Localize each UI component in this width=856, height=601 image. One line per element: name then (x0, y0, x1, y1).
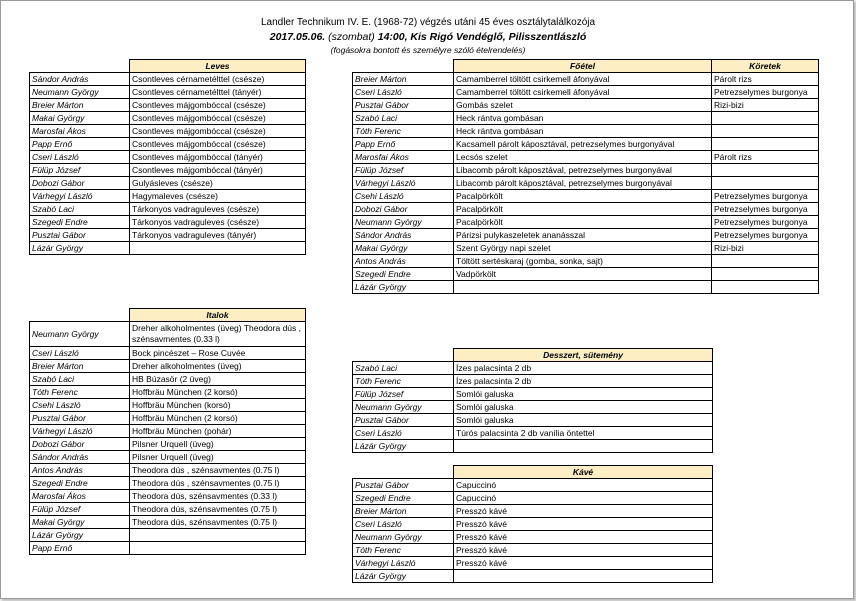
order-cell[interactable]: Vadpörkölt (454, 268, 712, 281)
side-dish-cell[interactable]: Párolt rizs (712, 73, 819, 86)
guest-name-cell[interactable]: Szegedi Endre (30, 216, 130, 229)
table-row (353, 544, 713, 557)
table-row (353, 401, 713, 414)
order-cell[interactable]: Hoffbräu München (2 korsó) (130, 386, 306, 399)
order-cell[interactable]: Csontleves cérnametélttel (csésze) (130, 73, 306, 86)
order-cell[interactable]: Libacomb párolt káposztával, petrezselymes burgonyával (454, 164, 712, 177)
order-cell[interactable]: Ízes palacsinta 2 db (454, 375, 713, 388)
order-cell[interactable]: Csontleves májgombóccal (tányér) (130, 151, 306, 164)
guest-name-cell[interactable]: Pusztai Gábor (353, 479, 454, 492)
table-row (353, 151, 819, 164)
guest-name-cell[interactable]: Sándor András (30, 73, 130, 86)
table-row (353, 505, 713, 518)
guest-name-cell[interactable]: Neumann György (30, 322, 130, 347)
table-row (30, 347, 306, 360)
guest-name-cell[interactable]: Tóth Ferenc (353, 544, 454, 557)
dessert-table-title: Desszert, sütemény (454, 349, 713, 362)
guest-name-cell[interactable]: Szegedi Endre (353, 268, 454, 281)
guest-name-cell[interactable]: Lázár György (30, 529, 130, 542)
table-row (353, 242, 819, 255)
guest-name-cell[interactable]: Pusztai Gábor (30, 229, 130, 242)
guest-name-cell[interactable]: Breier Márton (30, 360, 130, 373)
event-time-place: 14:00, Kis Rigó Vendéglő, Pilisszentlászló (377, 31, 587, 43)
order-cell[interactable]: Hoffbräu München (korsó) (130, 399, 306, 412)
soup-table-title: Leves (130, 60, 306, 73)
table-row (353, 362, 713, 375)
order-cell[interactable]: Theodora dús , szénsavmentes (0.75 l) (130, 464, 306, 477)
order-cell[interactable]: Szent György napi szelet (454, 242, 712, 255)
guest-name-cell[interactable]: Makai György (30, 112, 130, 125)
table-row (353, 164, 819, 177)
table-row (30, 412, 306, 425)
order-cell[interactable]: Kacsamell párolt káposztával, petrezselymes burgonyával (454, 138, 712, 151)
coffee-table (352, 465, 713, 583)
guest-name-cell[interactable]: Marosfai Ákos (353, 151, 454, 164)
table-row (353, 557, 713, 570)
table-row (30, 516, 306, 529)
table-row (30, 203, 306, 216)
order-cell[interactable]: Dreher alkoholmentes (üveg) Theodora dús , szénsavmentes (0.33 l) (130, 322, 306, 347)
table-row (30, 477, 306, 490)
table-row (30, 190, 306, 203)
guest-name-cell[interactable]: Cseri László (353, 86, 454, 99)
guest-name-cell[interactable]: Papp Ernő (353, 138, 454, 151)
table-row (353, 99, 819, 112)
table-row (353, 375, 713, 388)
table-row (353, 86, 819, 99)
guest-name-cell[interactable]: Szabó Laci (30, 373, 130, 386)
table-row (30, 151, 306, 164)
guest-name-cell[interactable]: Papp Ernő (30, 138, 130, 151)
side-dish-cell[interactable]: Petrezselymes burgonya (712, 216, 819, 229)
order-cell[interactable] (130, 542, 306, 555)
guest-name-cell[interactable]: Csehi László (353, 190, 454, 203)
side-dish-cell[interactable] (712, 268, 819, 281)
table-row (30, 490, 306, 503)
order-cell[interactable]: HB Búzasör (2 üveg) (130, 373, 306, 386)
guest-name-cell[interactable]: Breier Márton (30, 99, 130, 112)
table-row (353, 281, 819, 294)
table-row (353, 440, 713, 453)
table-row (353, 190, 819, 203)
guest-name-cell[interactable]: Neumann György (353, 216, 454, 229)
order-cell[interactable]: Somlói galuska (454, 388, 713, 401)
order-cell[interactable]: Heck rántva gombásan (454, 112, 712, 125)
order-cell[interactable] (454, 570, 713, 583)
guest-name-cell[interactable]: Dobozi Gábor (353, 203, 454, 216)
guest-name-cell[interactable]: Szabó Laci (353, 362, 454, 375)
table-row (353, 216, 819, 229)
side-dish-cell[interactable] (712, 164, 819, 177)
guest-name-cell[interactable]: Szegedi Endre (30, 477, 130, 490)
table-row (30, 373, 306, 386)
side-dish-cell[interactable] (712, 125, 819, 138)
guest-name-cell[interactable]: Szegedi Endre (353, 492, 454, 505)
order-cell[interactable]: Csontleves májgombóccal (csésze) (130, 112, 306, 125)
guest-name-cell[interactable]: Fülüp József (353, 388, 454, 401)
table-row (353, 518, 713, 531)
guest-name-cell[interactable]: Várhegyi László (353, 557, 454, 570)
guest-name-cell[interactable]: Cseri László (30, 151, 130, 164)
guest-name-cell[interactable]: Fülüp József (30, 164, 130, 177)
table-row (30, 99, 306, 112)
table-row (30, 86, 306, 99)
table-row (353, 177, 819, 190)
order-cell[interactable]: Theodora dús, szénsavmentes (0.75 l) (130, 516, 306, 529)
order-cell[interactable]: Pilsner Urquell (üveg) (130, 438, 306, 451)
guest-name-cell[interactable]: Marosfai Ákos (30, 490, 130, 503)
guest-name-cell[interactable]: Lázár György (353, 281, 454, 294)
dessert-table (352, 348, 713, 453)
guest-name-cell[interactable]: Antos András (353, 255, 454, 268)
guest-name-cell[interactable]: Breier Márton (353, 73, 454, 86)
order-cell[interactable]: Pilsner Urquell (üveg) (130, 451, 306, 464)
side-dish-column-title: Köretek (712, 60, 819, 73)
guest-name-cell[interactable]: Antos András (30, 464, 130, 477)
side-dish-cell[interactable]: Petrezselymes burgonya (712, 203, 819, 216)
guest-name-cell[interactable]: Lázár György (353, 570, 454, 583)
table-row (30, 73, 306, 86)
order-cell[interactable] (130, 529, 306, 542)
table-row (30, 451, 306, 464)
order-cell[interactable]: Gulyásleves (csésze) (130, 177, 306, 190)
event-day: (szombat) (328, 31, 375, 43)
table-row (30, 112, 306, 125)
table-row (30, 216, 306, 229)
order-cell[interactable]: Ízes palacsinta 2 db (454, 362, 713, 375)
guest-name-cell[interactable]: Sándor András (353, 229, 454, 242)
table-row (353, 492, 713, 505)
table-row (353, 73, 819, 86)
guest-name-cell[interactable]: Makai György (30, 516, 130, 529)
drinks-table-title: Italok (130, 309, 306, 322)
table-row (30, 242, 306, 255)
side-dish-cell[interactable]: Rizi-bizi (712, 242, 819, 255)
table-row (30, 399, 306, 412)
order-cell[interactable]: Lecsós szelet (454, 151, 712, 164)
main-course-table-title: Főétel (454, 60, 712, 73)
table-row (30, 138, 306, 151)
order-cell[interactable]: Csontleves májgombóccal (csésze) (130, 99, 306, 112)
side-dish-cell[interactable] (712, 112, 819, 125)
table-row (353, 570, 713, 583)
guest-name-cell[interactable]: Lázár György (30, 242, 130, 255)
table-row (353, 138, 819, 151)
side-dish-cell[interactable]: Petrezselymes burgonya (712, 86, 819, 99)
guest-name-cell[interactable]: Dobozi Gábor (30, 177, 130, 190)
order-cell[interactable]: Gombás szelet (454, 99, 712, 112)
table-row (30, 529, 306, 542)
side-dish-cell[interactable] (712, 138, 819, 151)
table-row (353, 125, 819, 138)
guest-name-cell[interactable]: Neumann György (30, 86, 130, 99)
event-date: 2017.05.06. (269, 31, 326, 43)
side-dish-cell[interactable]: Párolt rizs (712, 151, 819, 164)
guest-name-cell[interactable]: Neumann György (353, 531, 454, 544)
guest-name-cell[interactable]: Lázár György (353, 440, 454, 453)
guest-name-cell[interactable]: Szabó Laci (353, 112, 454, 125)
guest-name-cell[interactable]: Cseri László (30, 347, 130, 360)
title-line-1: Landler Technikum IV. E. (1968-72) végzés utáni 45 éves osztálytalálkozója (260, 17, 596, 28)
side-dish-cell[interactable] (712, 281, 819, 294)
table-row (353, 112, 819, 125)
table-row (30, 322, 306, 347)
guest-name-cell[interactable]: Tóth Ferenc (353, 125, 454, 138)
order-cell[interactable]: Tárkonyos vadraguleves (csésze) (130, 203, 306, 216)
table-row (30, 386, 306, 399)
side-dish-cell[interactable]: Petrezselymes burgonya (712, 190, 819, 203)
order-cell[interactable]: Presszó kávé (454, 505, 713, 518)
table-row (30, 177, 306, 190)
order-cell[interactable]: Csontleves májgombóccal (csésze) (130, 125, 306, 138)
guest-name-cell[interactable]: Dobozi Gábor (30, 438, 130, 451)
guest-name-cell[interactable]: Fülüp József (30, 503, 130, 516)
table-row (353, 255, 819, 268)
table-row (353, 388, 713, 401)
order-cell[interactable]: Töltött sertéskaraj (gomba, sonka, sajt) (454, 255, 712, 268)
order-cell[interactable]: Presszó kávé (454, 531, 713, 544)
order-cell[interactable] (454, 440, 713, 453)
order-cell[interactable]: Párizsi pulykaszeletek ananásszal (454, 229, 712, 242)
table-row (30, 464, 306, 477)
order-cell[interactable] (454, 281, 712, 294)
table-row (30, 229, 306, 242)
main-course-table (352, 59, 819, 294)
table-row (30, 503, 306, 516)
table-row (30, 125, 306, 138)
table-row (353, 414, 713, 427)
order-cell[interactable]: Capuccinó (454, 492, 713, 505)
side-dish-cell[interactable] (712, 177, 819, 190)
table-row (353, 203, 819, 216)
order-cell[interactable]: Capuccinó (454, 479, 713, 492)
guest-name-cell[interactable]: Neumann György (353, 401, 454, 414)
order-cell[interactable]: Csontleves májgombóccal (tányér) (130, 164, 306, 177)
order-cell[interactable]: Hoffbräu München (pohár) (130, 425, 306, 438)
table-row (353, 229, 819, 242)
order-cell[interactable]: Camamberrel töltött csirkemell áfonyával (454, 73, 712, 86)
guest-name-cell[interactable]: Tóth Ferenc (30, 386, 130, 399)
soup-table (29, 59, 306, 255)
guest-name-cell[interactable]: Szabó Laci (30, 203, 130, 216)
table-row (30, 360, 306, 373)
order-cell[interactable]: Tárkonyos vadraguleves (csésze) (130, 216, 306, 229)
order-cell[interactable]: Presszó kávé (454, 544, 713, 557)
guest-name-cell[interactable]: Makai György (353, 242, 454, 255)
table-row (353, 427, 713, 440)
side-dish-cell[interactable] (712, 255, 819, 268)
table-row (353, 268, 819, 281)
coffee-table-title: Kávé (454, 466, 713, 479)
table-row (30, 438, 306, 451)
guest-name-cell[interactable]: Fülüp József (353, 164, 454, 177)
guest-name-cell[interactable]: Marosfai Ákos (30, 125, 130, 138)
order-cell[interactable]: Somlói galuska (454, 414, 713, 427)
table-row (30, 425, 306, 438)
guest-name-cell[interactable]: Pusztai Gábor (353, 99, 454, 112)
guest-name-cell[interactable]: Breier Márton (353, 505, 454, 518)
order-cell[interactable]: Pacalpörkölt (454, 203, 712, 216)
order-cell[interactable]: Presszó kávé (454, 557, 713, 570)
guest-name-cell[interactable]: Csehi László (30, 399, 130, 412)
guest-name-cell[interactable]: Várhegyi László (353, 177, 454, 190)
title-line-2 (0, 31, 856, 43)
order-cell[interactable]: Heck rántva gombásan (454, 125, 712, 138)
order-cell[interactable]: Pacalpörkölt (454, 216, 712, 229)
order-cell[interactable]: Theodora dús , szénsavmentes (0.75 l) (130, 477, 306, 490)
order-cell[interactable]: Csontleves cérnametélttel (tányér) (130, 86, 306, 99)
order-cell[interactable]: Hoffbräu München (2 korsó) (130, 412, 306, 425)
order-cell[interactable]: Tárkonyos vadraguleves (tányér) (130, 229, 306, 242)
guest-name-cell[interactable]: Várhegyi László (30, 425, 130, 438)
guest-name-cell[interactable]: Papp Ernő (30, 542, 130, 555)
title-line-3: (fogásokra bontott és személyre szóló ételrendelés) (330, 45, 526, 55)
order-cell[interactable]: Dreher alkoholmentes (üveg) (130, 360, 306, 373)
order-cell[interactable] (130, 242, 306, 255)
drinks-table (29, 308, 306, 555)
order-cell[interactable]: Csontleves májgombóccal (csésze) (130, 138, 306, 151)
order-cell[interactable]: Hagymaleves (csésze) (130, 190, 306, 203)
side-dish-cell[interactable]: Rizi-bizi (712, 99, 819, 112)
order-cell[interactable]: Bock pincészet – Rose Cuvée (130, 347, 306, 360)
guest-name-cell[interactable]: Tóth Ferenc (353, 375, 454, 388)
guest-name-cell[interactable]: Sándor András (30, 451, 130, 464)
guest-name-cell[interactable]: Pusztai Gábor (353, 414, 454, 427)
guest-name-cell[interactable]: Cseri László (353, 518, 454, 531)
table-row (30, 542, 306, 555)
table-row (353, 531, 713, 544)
order-cell[interactable]: Camamberrel töltött csirkemell áfonyával (454, 86, 712, 99)
table-row (353, 479, 713, 492)
side-dish-cell[interactable]: Petrezselymes burgonya (712, 229, 819, 242)
table-row (30, 164, 306, 177)
order-cell[interactable]: Pacalpörkölt (454, 190, 712, 203)
order-cell[interactable]: Theodora dús, szénsavmentes (0.33 l) (130, 490, 306, 503)
guest-name-cell[interactable]: Pusztai Gábor (30, 412, 130, 425)
order-cell[interactable]: Somlói galuska (454, 401, 713, 414)
order-cell[interactable]: Túrós palacsinta 2 db vanília öntettel (454, 427, 713, 440)
guest-name-cell[interactable]: Cseri László (353, 427, 454, 440)
order-cell[interactable]: Libacomb párolt káposztával, petrezselymes burgonyával (454, 177, 712, 190)
order-cell[interactable]: Presszó kávé (454, 518, 713, 531)
guest-name-cell[interactable]: Várhegyi László (30, 190, 130, 203)
order-cell[interactable]: Theodora dús, szénsavmentes (0.75 l) (130, 503, 306, 516)
